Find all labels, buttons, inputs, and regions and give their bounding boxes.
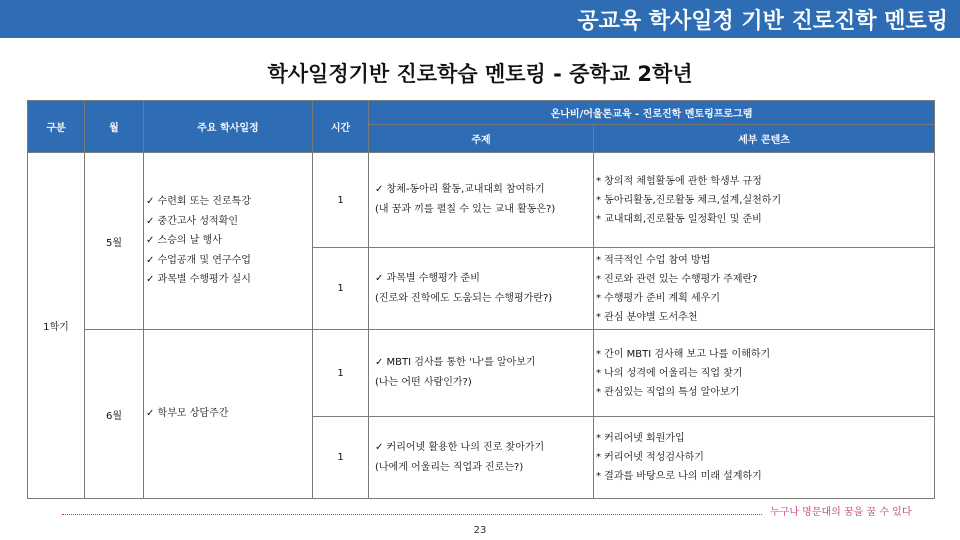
detail-item: * 수행평가 준비 계획 세우기 <box>596 292 720 304</box>
table-row <box>28 153 935 248</box>
topic-subtitle: (나에게 어울리는 직업과 진로는?) <box>375 461 524 473</box>
topic-cell <box>369 330 594 417</box>
detail-item: * 진로와 관련 있는 수행평가 주제란? <box>596 273 758 285</box>
detail-item: * 동아리활동,진로활동 체크,설계,실천하기 <box>596 194 782 206</box>
detail-item: * 결과를 바탕으로 나의 미래 설계하기 <box>596 471 762 482</box>
topic-subtitle: (진로와 진학에도 도움되는 수행평가란?) <box>375 292 553 304</box>
topic-title: ✓ MBTI 검사를 통한 '나'를 알아보기 <box>375 357 536 368</box>
header-month: 월 <box>85 101 144 153</box>
event-item: ✓ 스승의 날 행사 <box>146 235 222 247</box>
details-cell <box>594 330 935 417</box>
topic-subtitle: (내 꿈과 끼를 펼칠 수 있는 교내 활동은?) <box>375 204 556 215</box>
event-item: ✓ 수업공개 및 연구수업 <box>146 254 251 266</box>
page-number: 23 <box>473 525 487 536</box>
detail-item: * 커리어넷 회원가입 <box>596 433 685 444</box>
topic-cell <box>369 417 594 499</box>
detail-item: * 관심 분야별 도서추천 <box>596 311 698 323</box>
events-cell <box>144 330 313 499</box>
banner-title: 공교육 학사일정 기반 진로진학 멘토링 <box>577 9 948 34</box>
semester-cell: 1학기 <box>28 153 85 499</box>
month-cell: 5월 <box>85 153 144 330</box>
time-cell: 1 <box>313 248 369 330</box>
event-item: ✓ 중간고사 성적확인 <box>146 215 239 227</box>
top-banner <box>0 0 960 38</box>
event-item: ✓ 과목별 수행평가 실시 <box>146 274 251 286</box>
footer-divider <box>62 514 762 515</box>
topic-title: ✓ 과목별 수행평가 준비 <box>375 272 480 284</box>
header-topic: 주제 <box>369 125 594 153</box>
topic-title: ✓ 창체-동아리 활동,교내대회 참여하기 <box>375 184 545 195</box>
schedule-table <box>27 100 935 499</box>
topic-subtitle: (나는 어떤 사람인가?) <box>375 377 472 388</box>
event-item: ✓ 학부모 상담주간 <box>146 408 229 420</box>
time-cell: 1 <box>313 153 369 248</box>
footer-slogan: 누구나 명문대의 꿈을 꿀 수 있다 <box>770 507 912 518</box>
table-row <box>28 330 935 417</box>
time-cell: 1 <box>313 417 369 499</box>
header-events: 주요 학사일정 <box>144 101 313 153</box>
page-title: 학사일정기반 진로학습 멘토링 - 중학교 2학년 <box>267 62 693 86</box>
topic-cell <box>369 153 594 248</box>
details-cell <box>594 153 935 248</box>
detail-item: * 창의적 체험활동에 관한 학생부 규정 <box>596 175 762 187</box>
detail-item: * 관심있는 직업의 특성 알아보기 <box>596 386 740 398</box>
topic-title: ✓ 커리어넷 활용한 나의 진로 찾아가기 <box>375 441 545 453</box>
header-time: 시간 <box>313 101 369 153</box>
details-cell <box>594 248 935 330</box>
detail-item: * 나의 성격에 어울리는 직업 찾기 <box>596 367 743 379</box>
header-category: 구분 <box>28 101 85 153</box>
details-cell <box>594 417 935 499</box>
event-item: ✓ 수련회 또는 진로특강 <box>146 196 251 208</box>
header-details: 세부 콘텐츠 <box>594 125 935 153</box>
detail-item: * 간이 MBTI 검사해 보고 나를 이해하기 <box>596 348 771 360</box>
header-program: 온나비/어울론교육 - 진로진학 멘토링프로그램 <box>369 101 935 125</box>
time-cell: 1 <box>313 330 369 417</box>
detail-item: * 교내대회,진로활동 일정확인 및 준비 <box>596 213 762 225</box>
topic-cell <box>369 248 594 330</box>
detail-item: * 적극적인 수업 참여 방법 <box>596 254 711 266</box>
month-cell: 6월 <box>85 330 144 499</box>
detail-item: * 커리어넷 적성검사하기 <box>596 452 704 463</box>
events-cell <box>144 153 313 330</box>
